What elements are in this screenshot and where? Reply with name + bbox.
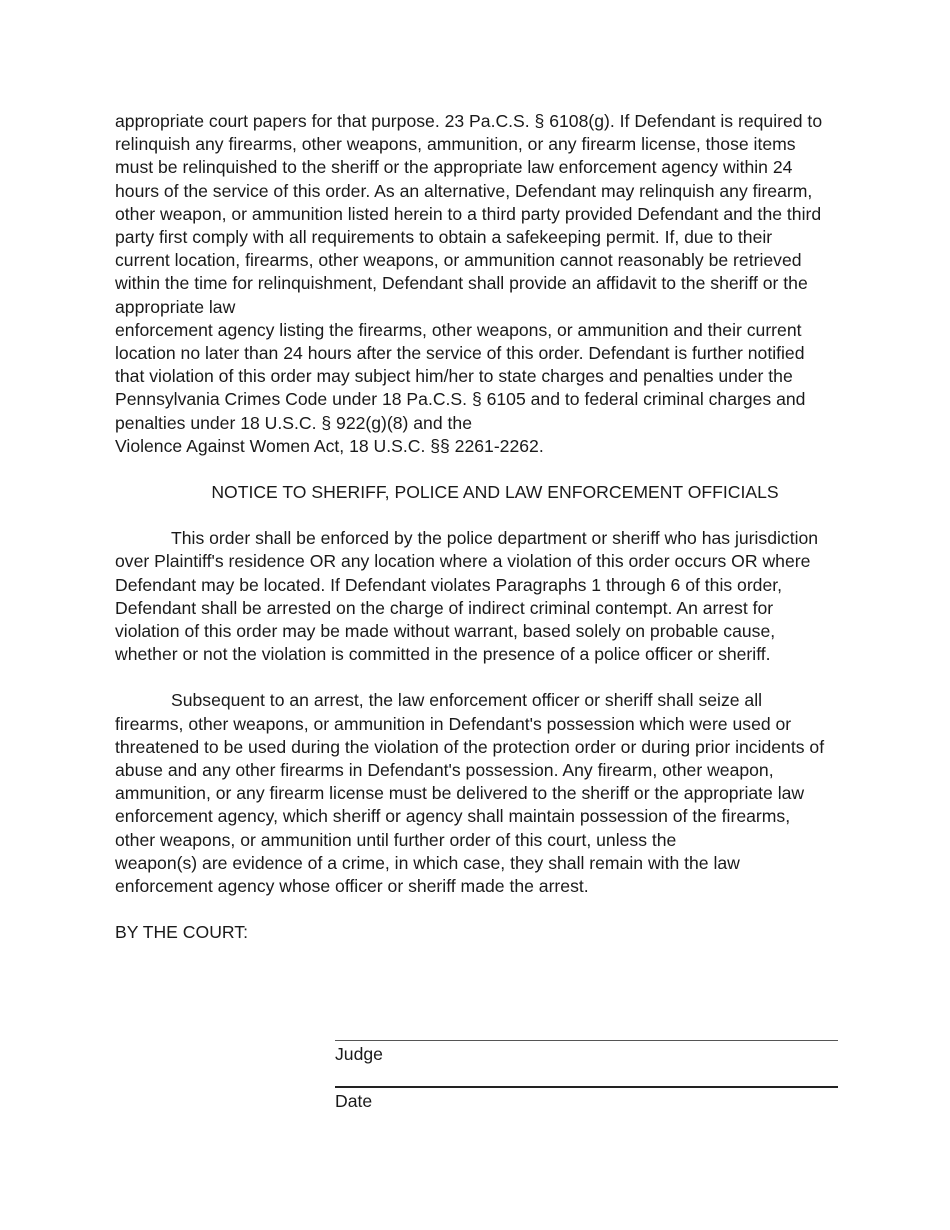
paragraph-line: penalties under 18 U.S.C. § 922(g)(8) and the xyxy=(115,412,472,433)
date-signature-block xyxy=(335,1086,838,1113)
paragraph-line: abuse and any other firearms in Defendant's possession. Any firearm, other weapon, xyxy=(115,760,774,781)
paragraph-line: whether or not the violation is committed in the presence of a police officer or sheriff. xyxy=(115,644,771,665)
paragraph-line: appropriate law xyxy=(115,296,236,317)
date-label: Date xyxy=(335,1091,373,1111)
judge-signature-block xyxy=(335,1040,838,1066)
paragraph-line: appropriate court papers for that purpose. 23 Pa.C.S. § 6108(g). If Defendant is required to xyxy=(115,111,823,131)
paragraph-line: firearms, other weapons, or ammunition in Defendant's possession which were used or xyxy=(115,713,792,734)
paragraph-line: current location, firearms, other weapons, or ammunition cannot reasonably be retrieved xyxy=(115,250,802,271)
document-page xyxy=(115,110,875,945)
by-the-court-label: BY THE COURT: xyxy=(115,922,248,943)
paragraph-line: other weapons, or ammunition until further order of this court, unless the xyxy=(115,829,677,850)
paragraph-line: Defendant may be located. If Defendant violates Paragraphs 1 through 6 of this order, xyxy=(115,574,783,595)
paragraph-line: weapon(s) are evidence of a crime, in which case, they shall remain with the law xyxy=(115,852,740,873)
paragraph-line: hours of the service of this order. As an alternative, Defendant may relinquish any firearm, xyxy=(115,180,813,201)
paragraph-line: must be relinquished to the sheriff or the appropriate law enforcement agency within 24 xyxy=(115,157,793,178)
date-signature-line xyxy=(335,1086,838,1088)
paragraph-line: over Plaintiff's residence OR any location where a violation of this order occurs OR where xyxy=(115,551,811,572)
paragraph-line: other weapon, or ammunition listed herein to a third party provided Defendant and the third xyxy=(115,203,822,224)
judge-signature-line xyxy=(335,1040,838,1041)
paragraph-line: Pennsylvania Crimes Code under 18 Pa.C.S. § 6105 and to federal criminal charges and xyxy=(115,389,806,410)
notice-heading: NOTICE TO SHERIFF, POLICE AND LAW ENFORCEMENT OFFICIALS xyxy=(211,482,779,503)
paragraph-line: enforcement agency listing the firearms, other weapons, or ammunition and their current xyxy=(115,319,802,340)
paragraph-line: ammunition, or any firearm license must be delivered to the sheriff or the appropriate law xyxy=(115,783,805,804)
relinquishment-paragraph xyxy=(115,110,875,458)
paragraph-line: enforcement agency whose officer or sheriff made the arrest. xyxy=(115,876,589,897)
paragraph-line: enforcement agency, which sheriff or agency shall maintain possession of the firearms, xyxy=(115,806,791,827)
arrest-paragraph xyxy=(115,689,875,898)
judge-label: Judge xyxy=(335,1044,383,1064)
paragraph-line: Violence Against Women Act, 18 U.S.C. §§ 2261-2262. xyxy=(115,435,544,456)
paragraph-line: threatened to be used during the violation of the protection order or during prior incidents of xyxy=(115,736,825,757)
paragraph-line: party first comply with all requirements to obtain a safekeeping permit. If, due to their xyxy=(115,227,773,248)
paragraph-line: location no later than 24 hours after the service of this order. Defendant is further notified xyxy=(115,343,805,364)
paragraph-line: Defendant shall be arrested on the charge of indirect criminal contempt. An arrest for xyxy=(115,597,774,618)
paragraph-line: This order shall be enforced by the police department or sheriff who has jurisdiction xyxy=(171,528,819,549)
paragraph-line: within the time for relinquishment, Defendant shall provide an affidavit to the sheriff or the xyxy=(115,273,808,294)
enforcement-paragraph xyxy=(115,527,875,666)
paragraph-line: that violation of this order may subject him/her to state charges and penalties under the xyxy=(115,366,793,387)
paragraph-line: relinquish any firearms, other weapons, ammunition, or any firearm license, those items xyxy=(115,134,796,155)
paragraph-line: Subsequent to an arrest, the law enforcement officer or sheriff shall seize all xyxy=(171,690,763,711)
paragraph-line: violation of this order may be made without warrant, based solely on probable cause, xyxy=(115,621,776,642)
